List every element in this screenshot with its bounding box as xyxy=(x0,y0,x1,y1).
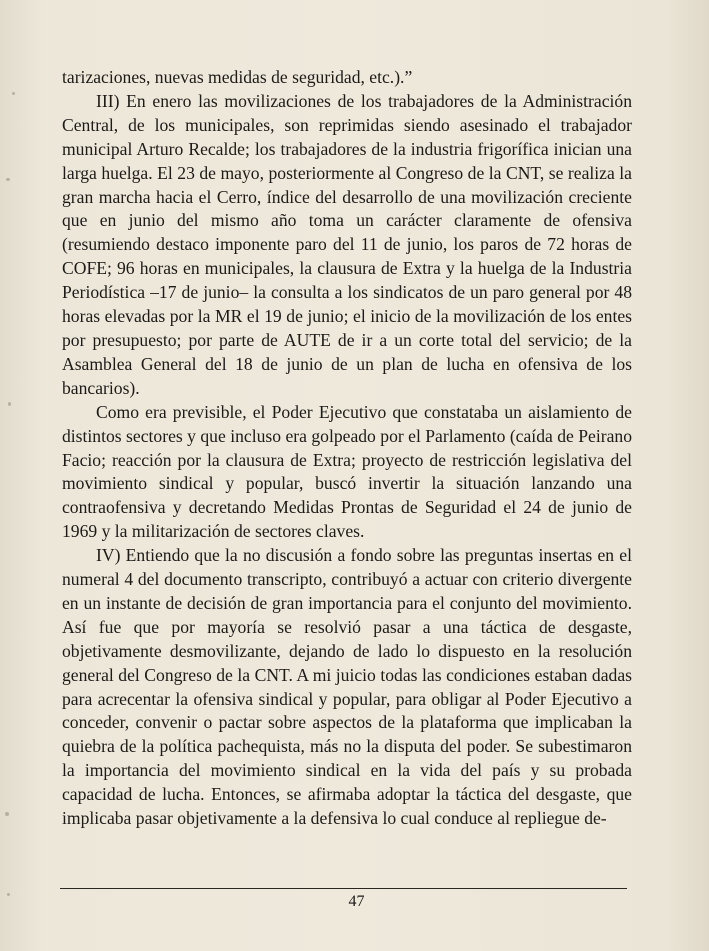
paragraph-continuation: tarizaciones, nuevas medidas de seguridad, etc.).” xyxy=(62,67,413,87)
paper-speck xyxy=(12,92,15,95)
footer-rule xyxy=(60,888,627,889)
paragraph-poder-ejecutivo: Como era previsible, el Poder Ejecutivo que constataba un aislamiento de distintos sectores y que incluso era golpeado por el Parlamento (caída de Peirano Facio; reacción por la clausura de Extra; proyecto de restricción legislativa del movimiento sindical y popular, buscó invertir la situación lanzando una contraofensiva y decretando Medidas Prontas de Seguridad el 24 de junio de 1969 y la militarización de sectores claves. xyxy=(62,401,632,542)
paper-speck xyxy=(6,178,10,181)
page-number: 47 xyxy=(348,893,365,910)
paper-speck xyxy=(8,402,11,406)
body-text xyxy=(62,66,632,831)
paper-speck xyxy=(5,812,9,816)
paragraph-section-iv: IV) Entiendo que la no discusión a fondo sobre las preguntas insertas en el numeral 4 del documento transcripto, contribuyó a actuar con criterio divergente en un instante de decisión de gran importancia para el conjunto del movimiento. Así fue que por mayoría se resolvió pasar a una táctica de desgaste, objetivamente desmovilizante, dejando de lado lo dispuesto en la resolución general del Congreso de la CNT. A mi juicio todas las condiciones estaban dadas para acrecentar la ofensiva sindical y popular, para obligar al Poder Ejecutivo a conceder, convenir o pactar sobre aspectos de la plataforma que implicaban la quiebra de la política pachequista, más no la disputa del poder. Se subestimaron la importancia del movimiento sindical en la vida del país y su probada capacidad de lucha. Entonces, se afirmaba adoptar la táctica del desgaste, que implicaba pasar objetivamente a la defensiva lo cual conduce al repliegue de- xyxy=(62,545,632,829)
paragraph-section-iii: III) En enero las movilizaciones de los trabajadores de la Administración Central, de los municipales, son reprimidas siendo asesinado el trabajador municipal Arturo Recalde; los trabajadores de la industria frigorífica inician una larga huelga. El 23 de mayo, posteriormente al Congreso de la CNT, se realiza la gran marcha hacia el Cerro, índice del desarrollo de una movilización creciente que en junio del mismo año toma un carácter claramente de ofensiva (resumiendo destaco imponente paro del 11 de junio, los paros de 72 horas de COFE; 96 horas en municipales, la clausura de Extra y la huelga de la Industria Periodística –17 de junio– la consulta a los sindicatos de un paro general por 48 horas elevadas por la MR el 19 de junio; el inicio de la movilización de los entes por presupuesto; por parte de AUTE de ir a un corte total del servicio; de la Asamblea General del 18 de junio de un plan de lucha en ofensiva de los bancarios). xyxy=(62,90,632,398)
